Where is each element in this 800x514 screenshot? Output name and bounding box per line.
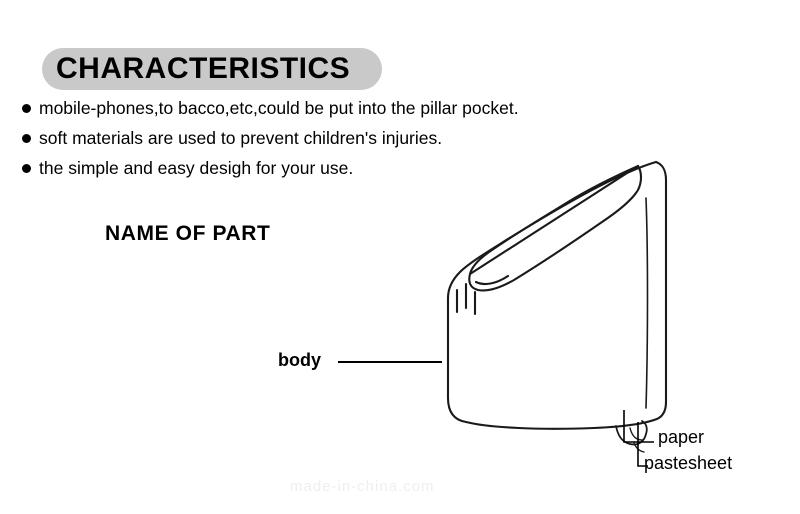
- page-title: CHARACTERISTICS: [56, 52, 351, 85]
- watermark: made-in-china.com: [290, 478, 435, 495]
- paper-label: paper: [658, 427, 705, 447]
- section-heading-name-of-part: NAME OF PART: [105, 222, 271, 245]
- pastesheet-label: pastesheet: [644, 453, 733, 473]
- list-item-label: the simple and easy desigh for your use.: [39, 158, 354, 178]
- list-item: [22, 96, 722, 122]
- list-item-label: soft materials are used to prevent children's injuries.: [39, 128, 443, 148]
- list-item-label: mobile-phones,to bacco,etc,could be put into the pillar pocket.: [39, 98, 519, 118]
- bullet-dot-icon: [22, 134, 31, 143]
- paper-leader-line: [624, 410, 654, 442]
- body-label: body: [278, 350, 321, 370]
- bullet-dot-icon: [22, 104, 31, 113]
- bullet-dot-icon: [22, 164, 31, 173]
- body-leader-line: [338, 361, 442, 363]
